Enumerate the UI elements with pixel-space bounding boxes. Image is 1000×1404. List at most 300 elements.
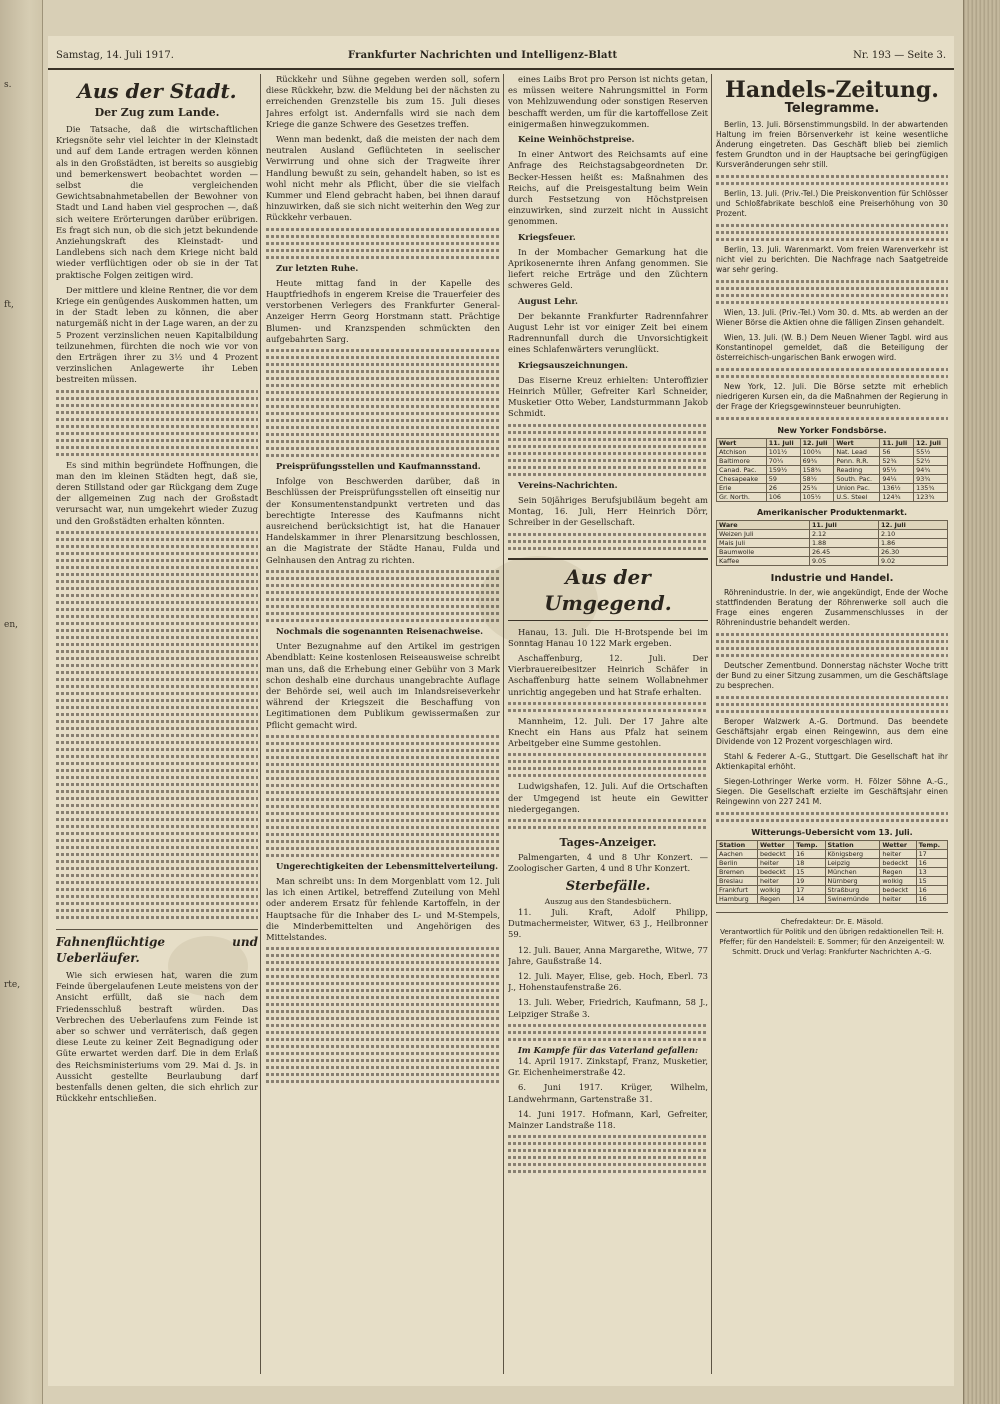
illegible-text-line <box>56 881 258 884</box>
illegible-text-line <box>508 1038 708 1041</box>
business-news-item: Siegen-Lothringer Werke vorm. H. Fölzer Söhne A.-G., Siegen. Die Gesellschaft erzielte im Geschäftsjahr einen Reingewinn von 227 241 M. <box>716 777 948 806</box>
table-header: Ware <box>717 521 810 530</box>
illegible-text-line <box>56 615 258 618</box>
witterung-table <box>716 840 948 904</box>
illegible-text-line <box>266 1010 500 1013</box>
illegible-text-line <box>508 1170 708 1173</box>
illegible-text-line <box>508 547 708 550</box>
fallen-soldier-notice: 14. April 1917. Zinkstapf, Franz, Musketier, Gr. Eichenheimerstraße 42. <box>508 1055 708 1078</box>
table-cell: Weizen Juli <box>717 530 810 539</box>
illegible-text-line <box>266 770 500 773</box>
illegible-text-line <box>266 1059 500 1062</box>
article-title-zug-zum-lande: Der Zug zum Lande. <box>94 106 220 119</box>
article-paragraph: Aschaffenburg, 12. Juli. Der Vierbrauereibesitzer Heinrich Schäfer in Aschaffenburg hatte seinem Wollabnehmer unrichtig angegeben und hat Strafe erhalten. <box>508 652 708 697</box>
illegible-text-line <box>716 224 948 227</box>
table-row <box>717 484 948 493</box>
illegible-text-line <box>56 748 258 751</box>
illegible-text-line <box>266 440 500 443</box>
article-paragraph: Rückkehr und Sühne gegeben werden soll, sofern diese Rückkehr, bzw. die Meldung bei der nächsten zu erreichenden Grenzstelle bis zum 15. Juli dieses Jahres erfolgt ist. Andernfalls wird sie nach dem Kriege die ganze Schwere des Gesetzes treffen. <box>266 74 500 129</box>
illegible-text-line <box>266 1031 500 1034</box>
illegible-text-line <box>56 404 258 407</box>
table-cell: 16 <box>794 850 825 859</box>
sterbefaelle-heading: Sterbefälle. <box>565 878 651 894</box>
table-cell: 1.88 <box>809 539 878 548</box>
table-cell: 16 <box>916 859 947 868</box>
table-header: Temp. <box>794 841 825 850</box>
table-cell: Penn. R.R. <box>834 457 880 466</box>
table-header: 11. Juli <box>766 439 800 448</box>
illegible-text-line <box>56 825 258 828</box>
illegible-text-line <box>716 633 948 636</box>
illegible-text-line <box>266 1073 500 1076</box>
illegible-text-line <box>508 473 708 476</box>
sterbefaelle-subheading: Auszug aus den Standesbüchern. <box>544 896 672 906</box>
illegible-text-line <box>56 734 258 737</box>
illegible-text-line <box>716 710 948 713</box>
illegible-text-line <box>508 431 708 434</box>
illegible-text-line <box>508 1156 708 1159</box>
table-cell: München <box>825 868 880 877</box>
column-rule <box>503 74 504 1374</box>
illegible-text-line <box>56 397 258 400</box>
table-cell: bedeckt <box>757 850 793 859</box>
illegible-text-line <box>56 860 258 863</box>
illegible-text-line <box>716 640 948 643</box>
table-cell: Bremen <box>717 868 758 877</box>
illegible-text-line <box>56 601 258 604</box>
produktenmarkt-title: Amerikanischer Produktenmarkt. <box>756 508 907 517</box>
illegible-text-line <box>266 433 500 436</box>
illegible-text-line <box>266 419 500 422</box>
illegible-text-line <box>266 989 500 992</box>
illegible-text-line <box>508 767 708 770</box>
illegible-text-line <box>716 231 948 234</box>
illegible-text-line <box>56 755 258 758</box>
illegible-text-line <box>266 391 500 394</box>
table-header: Wert <box>834 439 880 448</box>
table-row <box>717 457 948 466</box>
table-cell: Nat. Lead <box>834 448 880 457</box>
column-2 <box>266 74 500 1374</box>
table-header: 12. Juli <box>914 439 948 448</box>
illegible-text-line <box>56 418 258 421</box>
newspaper-page <box>48 36 954 1386</box>
illegible-text-line <box>56 846 258 849</box>
illegible-text-line <box>56 446 258 449</box>
illegible-text-line <box>56 818 258 821</box>
illegible-text-line <box>508 1163 708 1166</box>
death-notice: 12. Juli. Mayer, Elise, geb. Hoch, Eberl. 73 J., Hohenstaufenstraße 26. <box>508 970 708 993</box>
table-header: Station <box>717 841 758 850</box>
illegible-text-line <box>716 417 948 420</box>
illegible-text-line <box>508 1024 708 1027</box>
table-cell: wolkig <box>880 877 916 886</box>
illegible-text-line <box>56 790 258 793</box>
table-cell: heiter <box>880 850 916 859</box>
illegible-text-line <box>508 709 708 712</box>
table-cell: 16 <box>916 895 947 904</box>
table-cell: heiter <box>757 877 793 886</box>
illegible-text-line <box>56 650 258 653</box>
illegible-text-line <box>56 587 258 590</box>
illegible-text-line <box>508 826 708 829</box>
illegible-text-line <box>716 368 948 371</box>
telegramme-heading: Telegramme. <box>784 101 880 116</box>
table-row <box>717 850 948 859</box>
illegible-text-line <box>716 647 948 650</box>
table-cell: 25¾ <box>800 484 834 493</box>
illegible-text-line <box>716 280 948 283</box>
illegible-text-line <box>716 654 948 657</box>
illegible-text-line <box>266 798 500 801</box>
article-title-preispruefung: Preisprüfungsstellen und Kaufmannsstand. <box>276 461 481 472</box>
table-cell: 94¼ <box>880 475 914 484</box>
article-paragraph: Der mittlere und kleine Rentner, die vor dem Kriege ein genügendes Auskommen hatten, um in der Stadt leben zu können, die aber naturgemäß nicht in der Lage waren, an der zu 5 Prozent verzinslichen neuen Kapitalbildung teilzunehmen, fürchten die noch wie vor von den Erträgen ihrer zu 3½ und 4 Prozent verzinslichen Anlagewerte ihr Leben bestreiten müssen. <box>56 284 258 385</box>
illegible-text-line <box>266 840 500 843</box>
table-cell: 136½ <box>880 484 914 493</box>
illegible-text-line <box>56 699 258 702</box>
table-cell: 26 <box>766 484 800 493</box>
illegible-text-line <box>508 533 708 536</box>
illegible-text-line <box>508 819 708 822</box>
telegram-item: New York, 12. Juli. Die Börse setzte mit erheblich niedrigeren Kursen ein, da die Maßnahmen der Regierung in der Frage der Kriegsgewinnsteuer beunruhigten. <box>716 382 948 411</box>
telegram-item: Wien, 13. Juli. (Priv.-Tel.) Vom 30. d. Mts. ab werden an der Wiener Börse die Aktien ohne die fälligen Zinsen gehandelt. <box>716 308 948 327</box>
table-cell: Union Pac. <box>834 484 880 493</box>
table-cell: 59 <box>766 475 800 484</box>
table-cell: 101½ <box>766 448 800 457</box>
illegible-text-line <box>266 947 500 950</box>
table-cell: Canad. Pac. <box>717 466 767 475</box>
table-cell: 135¾ <box>914 484 948 493</box>
table-cell: 26.30 <box>878 548 947 557</box>
adjacent-page-fragment: s. <box>4 80 12 90</box>
illegible-text-line <box>56 559 258 562</box>
article-title-auszeichnungen: Kriegsauszeichnungen. <box>518 359 628 370</box>
table-row <box>717 877 948 886</box>
illegible-text-line <box>266 377 500 380</box>
illegible-text-line <box>56 874 258 877</box>
illegible-text-line <box>266 847 500 850</box>
adjacent-page-edge <box>0 0 43 1404</box>
table-cell: 1.86 <box>878 539 947 548</box>
telegram-item: Berlin, 13. Juli. Warenmarkt. Vom freien Warenverkehr ist nicht viel zu berichten. Die Nachfrage nach Saatgetreide war sehr gering. <box>716 245 948 274</box>
table-cell: 55½ <box>914 448 948 457</box>
table-cell: 18 <box>794 859 825 868</box>
illegible-text-line <box>56 664 258 667</box>
table-cell: Aachen <box>717 850 758 859</box>
article-paragraph: Es sind mithin begründete Hoffnungen, die man den im kleinen Städten hegt, daß sie, deren Stillstand oder gar Rückgang dem Zuge der allgemeinen Zug nach der Großstadt verursacht war, nun umgekehrt wieder Zuzug und den Großstädten erhalten könnten. <box>56 459 258 526</box>
article-title-vereins-nachrichten: Vereins-Nachrichten. <box>518 479 618 490</box>
illegible-text-line <box>716 819 948 822</box>
tages-anzeiger-heading: Tages-Anzeiger. <box>559 835 657 849</box>
table-cell: South. Pac. <box>834 475 880 484</box>
illegible-text-line <box>266 584 500 587</box>
table-row <box>717 557 948 566</box>
illegible-text-line <box>56 531 258 534</box>
table-cell: 124¾ <box>880 493 914 502</box>
illegible-text-line <box>56 713 258 716</box>
illegible-text-line <box>266 1080 500 1083</box>
table-row <box>717 475 948 484</box>
illegible-text-line <box>266 968 500 971</box>
table-header: 11. Juli <box>880 439 914 448</box>
illegible-text-line <box>266 812 500 815</box>
illegible-text-line <box>508 1135 708 1138</box>
illegible-text-line <box>266 996 500 999</box>
table-cell: Erie <box>717 484 767 493</box>
table-cell: 123¾ <box>914 493 948 502</box>
article-paragraph: Infolge von Beschwerden darüber, daß in Beschlüssen der Preisprüfungsstellen oft einseitig nur der Konsumentenstandpunkt vertreten und das berechtigte Interesse des Kaufmanns nicht ausreichend berücksichtigt ist, hat die Hanauer Handelskammer in ihrer Plenarsitzung beschlossen, an die Magistrate der Städte Hanau, Fulda und Gelnhausen den Antrag zu richten. <box>266 476 500 565</box>
article-paragraph: Unter Bezugnahme auf den Artikel im gestrigen Abendblatt: Keine kostenlosen Reiseausweise schreibt man uns, daß die Erhebung einer Gebühr von 3 Mark schon deshalb eine durchaus unangebrachte Auflage der Behörde sei, weil auch im Inlandsreiseverkehr während der Kriegszeit die Beschaffung von Legitimationen dem Publikum gewissermaßen zur Pflicht gemacht wird. <box>266 641 500 730</box>
section-heading-stadt: Aus der Stadt. <box>77 79 237 103</box>
illegible-text-line <box>56 706 258 709</box>
illegible-text-line <box>56 853 258 856</box>
illegible-text-line <box>508 459 708 462</box>
article-title-fahnenfluechtige: Fahnenflüchtige und Ueberläufer. <box>56 929 258 966</box>
table-cell: 158¾ <box>800 466 834 475</box>
column-3 <box>508 74 708 1374</box>
illegible-text-line <box>56 439 258 442</box>
illegible-text-line <box>266 791 500 794</box>
column-1 <box>56 74 258 1374</box>
table-cell: wolkig <box>757 886 793 895</box>
illegible-text-line <box>56 643 258 646</box>
illegible-text-line <box>266 777 500 780</box>
illegible-text-line <box>716 182 948 185</box>
illegible-text-line <box>508 540 708 543</box>
illegible-text-line <box>266 954 500 957</box>
telegram-item: Wien, 13. Juli. (W. B.) Dem Neuen Wiener Tagbl. wird aus Konstantinopel gemeldet, daß die Beteiligung der österreichisch-ungarischen Bank erwogen wird. <box>716 333 948 362</box>
illegible-text-line <box>56 888 258 891</box>
illegible-text-line <box>508 753 708 756</box>
table-cell: 19 <box>794 877 825 886</box>
table-cell: Königsberg <box>825 850 880 859</box>
issue-date: Samstag, 14. Juli 1917. <box>56 50 174 61</box>
table-cell: heiter <box>757 859 793 868</box>
illegible-text-line <box>266 577 500 580</box>
illegible-text-line <box>56 727 258 730</box>
table-cell: Hamburg <box>717 895 758 904</box>
table-cell: 93¾ <box>914 475 948 484</box>
illegible-text-line <box>56 902 258 905</box>
illegible-text-line <box>266 742 500 745</box>
table-cell: Regen <box>880 868 916 877</box>
illegible-text-line <box>266 749 500 752</box>
illegible-text-line <box>266 228 500 231</box>
industrie-handel-heading: Industrie und Handel. <box>770 573 894 584</box>
imprint <box>716 912 948 957</box>
table-cell: U.S. Steel <box>834 493 880 502</box>
table-cell: 9.05 <box>809 557 878 566</box>
article-paragraph: Heute mittag fand in der Kapelle des Hauptfriedhofs in engerem Kreise die Trauerfeier des verstorbenen Verlegers des Frankfurter General-Anzeiger Herrn Georg Horstmann statt. Prächtige Blumen- und Kranzspenden schmückten den aufgebahrten Sarg. <box>266 277 500 344</box>
article-paragraph: Die Tatsache, daß die wirtschaftlichen Kriegsnöte sehr viel leichter in der Kleinstadt und auf dem Lande ertragen werden können als in den Großstädten, ist bereits so ausgiebig und bemerkenswert beobachtet worden — selbst die vergleichenden Gewichtsabnahmetabellen der Bewohner von Stadt und Land haben viel gesprochen —, daß sich weitere Erörterungen darüber erübrigen. Es fragt sich nun, ob die sich jetzt bekundende Anziehungskraft des Kleinstadt- und Landlebens sich nach dem Kriege nicht bald wieder verflüchtigen oder ob sie in der Tat praktische Folgen zeitigen wird. <box>56 124 258 280</box>
illegible-text-line <box>56 685 258 688</box>
article-title-letzte-ruhe: Zur letzten Ruhe. <box>276 262 359 273</box>
table-cell: 105½ <box>800 493 834 502</box>
illegible-text-line <box>56 769 258 772</box>
illegible-text-line <box>716 301 948 304</box>
illegible-text-line <box>266 591 500 594</box>
table-cell: 69¾ <box>800 457 834 466</box>
illegible-text-line <box>56 657 258 660</box>
table-header: Wetter <box>880 841 916 850</box>
illegible-text-line <box>266 1066 500 1069</box>
article-paragraph: Der bekannte Frankfurter Radrennfahrer August Lehr ist vor einiger Zeit bei einem Radrennunfall durch die Unvorsichtigkeit eines Schlafenwärters verunglückt. <box>508 310 708 355</box>
illegible-text-line <box>56 432 258 435</box>
illegible-text-line <box>56 671 258 674</box>
illegible-text-line <box>266 756 500 759</box>
masthead <box>48 46 954 70</box>
table-cell: Frankfurt <box>717 886 758 895</box>
tages-anzeiger-text: Palmengarten, 4 und 8 Uhr Konzert. — Zoologischer Garten, 4 und 8 Uhr Konzert. <box>508 852 708 874</box>
illegible-text-line <box>266 384 500 387</box>
illegible-text-line <box>266 398 500 401</box>
imprint-text: Verantwortlich für Politik und den übrigen redaktionellen Teil: H. Pfeffer; für den Handelsteil: E. Sommer; für den Anzeigenteil: W. Schmitt. Druck und Verlag: Frankfurter Nachrichten A.-G. <box>719 928 945 956</box>
table-cell: Atchison <box>717 448 767 457</box>
table-header: 12. Juli <box>878 521 947 530</box>
table-header: 11. Juli <box>809 521 878 530</box>
illegible-text-line <box>56 545 258 548</box>
illegible-text-line <box>266 975 500 978</box>
ny-fondsboerse-table <box>716 438 948 502</box>
death-notice: 11. Juli. Kraft, Adolf Philipp, Dutmachermeister, Witwer, 63 J., Heilbronner 59. <box>508 906 708 940</box>
illegible-text-line <box>266 1024 500 1027</box>
table-row <box>717 448 948 457</box>
article-title-august-lehr: August Lehr. <box>518 295 578 306</box>
article-title-reisenachweise: Nochmals die sogenannten Reisenachweise. <box>276 625 484 636</box>
illegible-text-line <box>56 776 258 779</box>
illegible-text-line <box>508 702 708 705</box>
illegible-text-line <box>266 447 500 450</box>
article-paragraph: Sein 50jähriges Berufsjubiläum begeht am Montag, 16. Juli, Herr Heinrich Dörr, Schreiber in der Gesellschaft. <box>508 494 708 528</box>
illegible-text-line <box>266 982 500 985</box>
table-header: Wert <box>717 439 767 448</box>
table-row <box>717 895 948 904</box>
illegible-text-line <box>508 424 708 427</box>
illegible-text-line <box>266 249 500 252</box>
table-row <box>717 493 948 502</box>
illegible-text-line <box>266 598 500 601</box>
illegible-text-line <box>56 453 258 456</box>
fallen-soldiers-heading: Im Kampfe für das Vaterland gefallen: <box>517 1044 699 1055</box>
table-cell: 95½ <box>880 466 914 475</box>
table-cell: 100¾ <box>800 448 834 457</box>
illegible-text-line <box>266 256 500 259</box>
illegible-text-line <box>56 720 258 723</box>
table-row <box>717 548 948 557</box>
illegible-text-line <box>56 594 258 597</box>
table-cell: heiter <box>880 895 916 904</box>
telegram-item: Berlin, 13. Juli. Börsenstimmungsbild. In der abwartenden Haltung im freien Börsenverkehr ist keine wesentliche Änderung eingetreten. Das Geschäft blieb bei ziemlich festem Grundton und in der Hauptsache bei geringfügigen Kursveränderungen sehr still. <box>716 120 948 169</box>
table-cell: Leipzig <box>825 859 880 868</box>
illegible-text-line <box>266 242 500 245</box>
illegible-text-line <box>56 538 258 541</box>
article-paragraph: Wenn man bedenkt, daß die meisten der nach dem neutralen Ausland Geflüchteten in seelischer Verwirrung und ohne sich der Tragweite ihrer Handlung bewußt zu sein, gehandelt haben, so ist es wohl nicht mehr als Pflicht, über die sie vielfach Kummer und Elend gebracht haben, bei ihnen darauf hinzuwirken, daß sie sich nicht weiterhin den Weg zur Rückkehr verbauen. <box>266 134 500 223</box>
table-cell: Mais Juli <box>717 539 810 548</box>
article-paragraph: Ludwigshafen, 12. Juli. Auf die Ortschaften der Umgegend ist heute ein Gewitter niedergegangen. <box>508 781 708 814</box>
table-cell: Swinemünde <box>825 895 880 904</box>
illegible-text-line <box>56 916 258 919</box>
illegible-text-line <box>716 375 948 378</box>
illegible-text-line <box>266 412 500 415</box>
article-title-kriegsfeuer: Kriegsfeuer. <box>518 231 576 242</box>
illegible-text-line <box>716 175 948 178</box>
table-row <box>717 859 948 868</box>
illegible-text-line <box>508 1142 708 1145</box>
table-cell: 70¼ <box>766 457 800 466</box>
illegible-text-line <box>56 692 258 695</box>
table-cell: Nürnberg <box>825 877 880 886</box>
business-news-item: Stahl & Federer A.-G., Stuttgart. Die Gesellschaft hat ihr Aktienkapital erhöht. <box>716 752 948 771</box>
illegible-text-line <box>266 612 500 615</box>
illegible-text-line <box>266 570 500 573</box>
illegible-text-line <box>56 622 258 625</box>
illegible-text-line <box>56 566 258 569</box>
table-row <box>717 868 948 877</box>
table-cell: bedeckt <box>880 859 916 868</box>
table-cell: 94¾ <box>914 466 948 475</box>
table-cell: bedeckt <box>880 886 916 895</box>
illegible-text-line <box>56 783 258 786</box>
table-cell: Baumwolle <box>717 548 810 557</box>
table-cell: 15 <box>916 877 947 886</box>
table-cell: 159½ <box>766 466 800 475</box>
section-heading-handels-zeitung: Handels-Zeitung. <box>725 77 939 103</box>
illegible-text-line <box>266 1045 500 1048</box>
fallen-soldier-notice: 6. Juni 1917. Krüger, Wilhelm, Landwehrmann, Gartenstraße 31. <box>508 1082 708 1104</box>
table-header: 12. Juli <box>800 439 834 448</box>
illegible-text-line <box>266 1003 500 1006</box>
table-cell: 52¾ <box>880 457 914 466</box>
illegible-text-line <box>266 370 500 373</box>
business-news-item: Röhrenindustrie. In der, wie angekündigt, Ende der Woche stattfindenden Beratung der Röhrenwerke soll auch die Frage eines engeren Zusammenschlusses in der Röhrenindustrie behandelt werden. <box>716 588 948 627</box>
article-title-lebensmittel: Ungerechtigkeiten der Lebensmittelverteilung. <box>276 860 499 871</box>
table-cell: 26.45 <box>809 548 878 557</box>
table-cell: Breslau <box>717 877 758 886</box>
illegible-text-line <box>266 854 500 857</box>
illegible-text-line <box>266 961 500 964</box>
table-cell: 14 <box>794 895 825 904</box>
article-paragraph: Hanau, 13. Juli. Die H-Brotspende bei im Sonntag Hanau 10 122 Mark ergeben. <box>508 626 708 648</box>
binding-edge <box>963 0 1000 1404</box>
article-paragraph: In der Mombacher Gemarkung hat die Aprikosenernte ihren Anfang genommen. Sie liefert reiche Erträge und den Züchtern schweres Geld. <box>508 246 708 291</box>
illegible-text-line <box>56 425 258 428</box>
chief-editor: Chefredakteur: Dr. E. Mäsold. <box>780 918 884 926</box>
illegible-text-line <box>266 1038 500 1041</box>
table-row <box>717 530 948 539</box>
table-cell: 16 <box>916 886 947 895</box>
illegible-text-line <box>56 678 258 681</box>
adjacent-page-fragment: rte, <box>4 980 21 990</box>
table-cell: Berlin <box>717 859 758 868</box>
article-paragraph: In einer Antwort des Reichsamts auf eine Anfrage des Reichstagsabgeordneten Dr. Becker-Hessen heißt es: Maßnahmen des Reichs, auf die Preisgestaltung beim Wein durch Festsetzung von Höchstpreisen einzuwirken, sind zurzeit nicht in Aussicht genommen. <box>508 149 708 227</box>
illegible-text-line <box>508 1031 708 1034</box>
article-paragraph: Das Eiserne Kreuz erhielten: Unteroffizier Heinrich Müller, Gefreiter Karl Schneider, Musketier Otto Weber, Landsturmmann Jakob Schmidt. <box>508 374 708 419</box>
death-notice: 12. Juli. Bauer, Anna Margarethe, Witwe, 77 Jahre, Gaußstraße 14. <box>508 944 708 966</box>
column-4-handels-zeitung <box>716 74 948 1374</box>
illegible-text-line <box>56 741 258 744</box>
illegible-text-line <box>508 452 708 455</box>
illegible-text-line <box>56 895 258 898</box>
illegible-text-line <box>716 287 948 290</box>
illegible-text-line <box>266 735 500 738</box>
illegible-text-line <box>266 805 500 808</box>
illegible-text-line <box>266 405 500 408</box>
table-header: Wetter <box>757 841 793 850</box>
illegible-text-line <box>56 797 258 800</box>
table-row <box>717 539 948 548</box>
illegible-text-line <box>508 445 708 448</box>
